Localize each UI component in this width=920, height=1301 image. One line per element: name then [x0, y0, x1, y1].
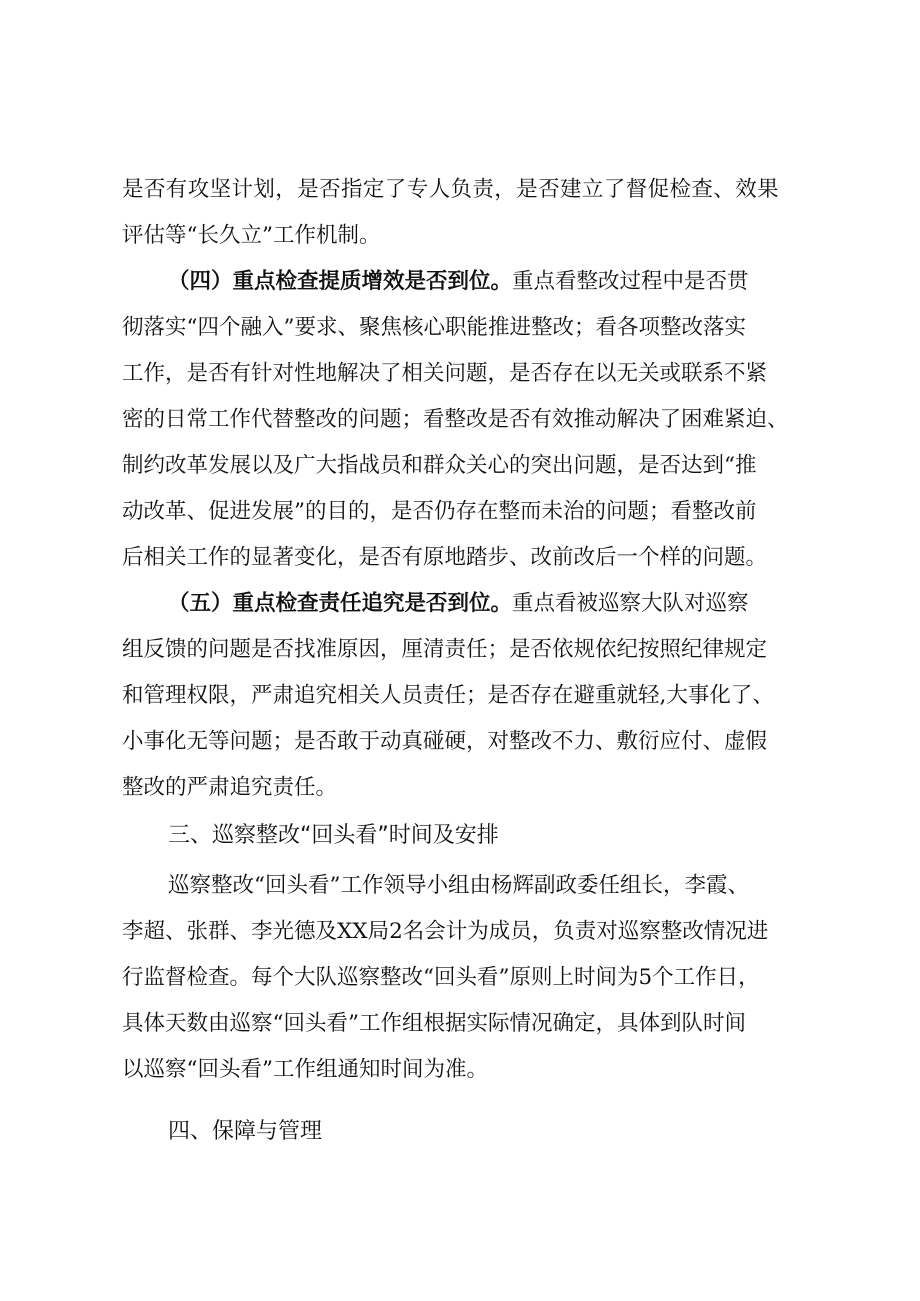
- section-heading: 四、保障与管理: [168, 1119, 323, 1144]
- paragraph-line: 以巡察“回头看”工作组通知时间为准。: [122, 1057, 488, 1082]
- paragraph-line: 具体天数由巡察“回头看”工作组根据实际情况确定，具体到队时间: [122, 1011, 746, 1036]
- item4-title: （四）重点检查提质增效是否到位。: [168, 269, 513, 294]
- paragraph-line: 制约改革发展以及广大指战员和群众关心的突出问题，是否达到“推: [122, 453, 757, 478]
- paragraph-line: 后相关工作的显著变化，是否有原地踏步、改前改后一个样的问题。: [122, 545, 768, 570]
- item4-first-line: [168, 262, 828, 302]
- item5-first-line: [168, 584, 828, 624]
- item4-text: 重点看整改过程中是否贯: [512, 269, 749, 294]
- paragraph-line: 整改的严肃追究责任。: [122, 775, 338, 800]
- paragraph-line: 工作，是否有针对性地解决了相关问题，是否存在以无关或联系不紧: [122, 361, 768, 386]
- paragraph-line: 李超、张群、李光德及XX局2名会计为成员，负责对巡察整改情况进: [122, 919, 769, 944]
- paragraph-line: 组反馈的问题是否找准原因，厘清责任；是否依规依纪按照纪律规定: [122, 637, 768, 662]
- item5-text: 重点看被巡察大队对巡察: [512, 591, 749, 616]
- paragraph-line: 行监督检查。每个大队巡察整改“回头看”原则上时间为5个工作日，: [122, 965, 760, 990]
- paragraph-line: 彻落实“四个融入”要求、聚焦核心职能推进整改；看各项整改落实: [122, 315, 746, 340]
- paragraph-line: 评估等“长久立”工作机制。: [122, 223, 381, 248]
- paragraph-line: 小事化无等问题；是否敢于动真碰硬，对整改不力、敷衍应付、虚假: [122, 729, 768, 754]
- paragraph-line: 是否有攻坚计划，是否指定了专人负责，是否建立了督促检查、效果: [122, 177, 780, 202]
- section-heading: 三、巡察整改“回头看”时间及安排: [168, 823, 499, 848]
- paragraph-line: 巡察整改“回头看”工作领导小组由杨辉副政委任组长，李霞、: [168, 873, 749, 898]
- paragraph-line: 密的日常工作代替整改的问题；看整改是否有效推动解决了困难紧迫、: [122, 407, 789, 432]
- paragraph-line: 和管理权限，严肃追究相关人员责任；是否存在避重就轻,大事化了、: [122, 683, 774, 708]
- item5-title: （五）重点检查责任追究是否到位。: [168, 591, 513, 616]
- paragraph-line: 动改革、促进发展”的目的，是否仍存在整而未治的问题；看整改前: [122, 499, 757, 524]
